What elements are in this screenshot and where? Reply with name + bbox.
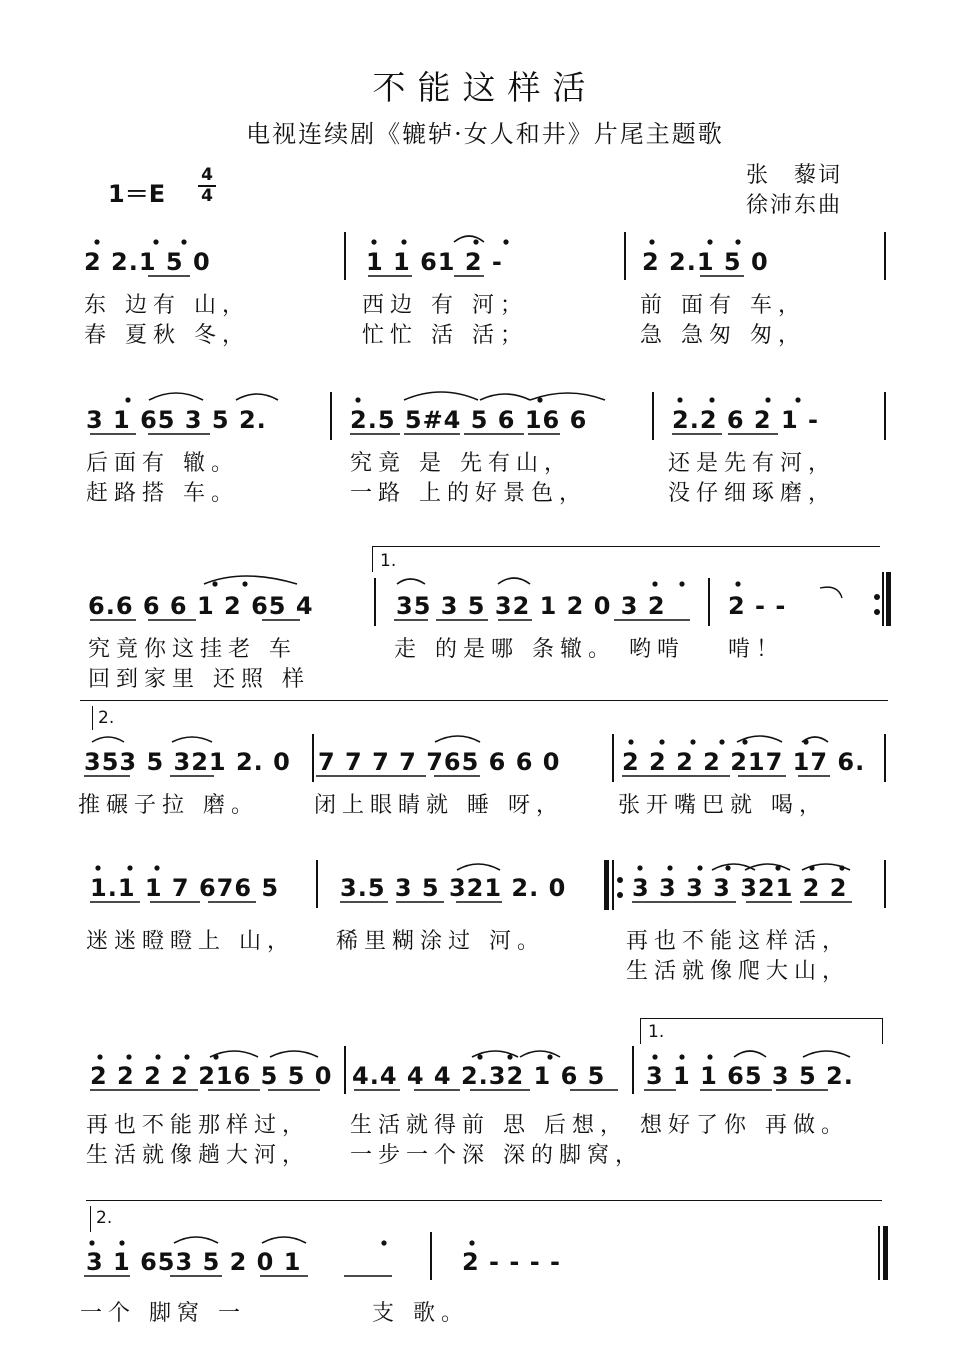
slur: [454, 236, 484, 242]
lyric-verse1: 东 边有 山，: [84, 293, 250, 318]
slur: [457, 864, 500, 870]
measure-notes: 3 1 653 5 2 0 1: [86, 1248, 302, 1276]
composer-credit: 徐沛东曲: [746, 193, 843, 218]
volta-bracket: [640, 1018, 882, 1019]
barline: [632, 1046, 634, 1094]
meter-top: 4: [201, 165, 213, 185]
barline: [878, 1226, 880, 1280]
octave-dots: [89, 239, 844, 1245]
measure-notes: 6.6 6 6 1 2 65 4: [88, 592, 314, 620]
slur: [397, 579, 425, 584]
slur: [498, 578, 530, 584]
lyric-verse1: 再也不能这样活，: [626, 929, 851, 954]
barline: [884, 232, 886, 280]
breath-mark: [820, 587, 842, 598]
slur: [92, 737, 124, 742]
lyricist-credit: 张 藜词: [746, 163, 843, 188]
barline: [344, 1046, 346, 1094]
measure-notes: 353 5 321 2. 0: [84, 748, 291, 776]
measure-notes: 4.4 4 4 2.32 1 6 5: [352, 1062, 606, 1090]
volta-bracket: [372, 546, 373, 572]
slur: [734, 1051, 766, 1057]
lyric-verse1: 后面有 辙。: [86, 451, 239, 476]
lyric-verse1: 究竟 是 先有山，: [350, 451, 572, 476]
lyric-verse1: 究竟你这挂老 车: [88, 637, 297, 662]
barline: [344, 232, 346, 280]
lyric-verse2: 急 急匆 匆，: [640, 323, 806, 348]
lyric-verse2: 没仔细琢磨，: [668, 481, 837, 506]
section-rule: [80, 700, 888, 701]
barline: [884, 734, 886, 782]
measure-notes: 35 3 5 32 1 2 0 3 2: [396, 592, 666, 620]
lyric-verse1: 一个 脚窝 一: [80, 1301, 246, 1326]
barline: [884, 860, 886, 908]
measure-notes: 7 7 7 7 765 6 6 0: [318, 748, 561, 776]
slur: [520, 1051, 560, 1057]
lyric-verse1: 再也不能那样过，: [86, 1113, 311, 1138]
lyric-verse1: 推碾子拉 磨。: [78, 793, 259, 818]
final-bar: [883, 1226, 888, 1280]
lyric-verse1: 稀里糊涂过 河。: [336, 929, 545, 954]
measure-notes: 3 1 1 65 3 5 2.: [646, 1062, 854, 1090]
barline: [708, 578, 710, 626]
lyric-verse2: 一步一个深 深的脚窝，: [350, 1143, 643, 1168]
volta-bracket: [92, 706, 93, 730]
measure-notes: 1.1 1 7 676 5: [90, 874, 280, 902]
slur: [172, 737, 212, 742]
volta-first-label: 1.: [380, 551, 397, 571]
barline: [430, 1232, 432, 1280]
barline: [312, 734, 314, 782]
volta-bracket: [640, 1018, 641, 1044]
slur: [480, 394, 530, 400]
meter-bottom: 4: [201, 186, 213, 206]
lyric-verse1: 还是先有河，: [668, 451, 837, 476]
volta-second-label: 2.: [98, 708, 115, 728]
volta-bracket: [882, 1018, 883, 1044]
lyric-verse2: 回到家里 还照 样: [88, 667, 310, 692]
section-rule: [86, 1200, 882, 1201]
lyric-verse1: 闭上眼睛就 睡 呀，: [314, 793, 564, 818]
slur: [174, 1237, 218, 1243]
measure-notes: 2.2 6 2 1 -: [672, 406, 819, 434]
lyric-verse1: 走 的是哪 条辙。 哟啃: [394, 637, 685, 662]
slur: [262, 1237, 306, 1243]
key-signature: 1＝E: [108, 180, 166, 208]
slur: [236, 394, 278, 400]
barline: [884, 392, 886, 440]
song-subtitle: 电视连续剧《辘轳·女人和井》片尾主题歌: [246, 120, 724, 148]
lyric-verse1: 迷迷瞪瞪上 山，: [86, 929, 295, 954]
song-title: 不能这样活: [372, 68, 598, 107]
barline: [652, 392, 654, 440]
barline: [330, 392, 332, 440]
measure-notes: 2 - - - -: [462, 1248, 561, 1276]
barline: [624, 232, 626, 280]
volta-bracket: [90, 1206, 91, 1232]
lyric-verse1: 张开嘴巴就 喝，: [618, 793, 827, 818]
slur: [204, 576, 297, 584]
barline: [882, 572, 884, 626]
lyric-verse2: 春 夏秋 冬，: [84, 323, 250, 348]
measure-notes: 3.5 3 5 321 2. 0: [340, 874, 567, 902]
slur: [270, 1051, 318, 1057]
lyric-verse2: 生活就像趟大河，: [86, 1143, 311, 1168]
lyric-verse2: 一路 上的好景色，: [350, 481, 587, 506]
measure-notes: 1 1 61 2 -: [366, 248, 503, 276]
lyric-verse1: 西边 有 河；: [362, 293, 528, 318]
slur: [435, 736, 480, 742]
measure-notes: 2.5 5#4 5 6 16 6: [350, 406, 588, 434]
barline: [612, 734, 614, 782]
repeat-start-bar: [604, 860, 609, 910]
measure-notes: 2 2 2 2 216 5 5 0: [90, 1062, 333, 1090]
lyric-verse2: 忙忙 活 活；: [362, 323, 528, 348]
slur: [404, 392, 478, 400]
repeat-end-bar: [886, 572, 891, 626]
volta-first-label: 1.: [648, 1022, 665, 1042]
lyric-verse2: 赶路搭 车。: [86, 481, 239, 506]
measure-notes: 2 - -: [728, 592, 787, 620]
measure-notes: 2 2 2 2 217 17 6.: [622, 748, 866, 776]
lyric-verse1: 想好了你 再做。: [640, 1113, 849, 1138]
slur: [803, 1051, 850, 1057]
lyric-verse1: 支 歌。: [372, 1301, 469, 1326]
barline: [612, 860, 614, 910]
barline: [316, 860, 318, 908]
slur: [149, 393, 203, 400]
measure-notes: 2 2.1 5 0: [84, 248, 211, 276]
measure-notes: 2 2.1 5 0: [642, 248, 769, 276]
lyric-verse1: 前 面有 车，: [640, 293, 806, 318]
measure-notes: 3 3 3 3 321 2 2: [632, 874, 848, 902]
volta-bracket: [372, 546, 880, 547]
barline: [374, 578, 376, 626]
lyric-verse2: 生活就像爬大山，: [626, 959, 851, 984]
volta-second-label: 2.: [96, 1208, 113, 1228]
lyric-verse1: 生活就得前 思 后想，: [350, 1113, 628, 1138]
measure-notes: 3 1 65 3 5 2.: [86, 406, 267, 434]
lyric-verse1: 啃！: [728, 637, 785, 662]
